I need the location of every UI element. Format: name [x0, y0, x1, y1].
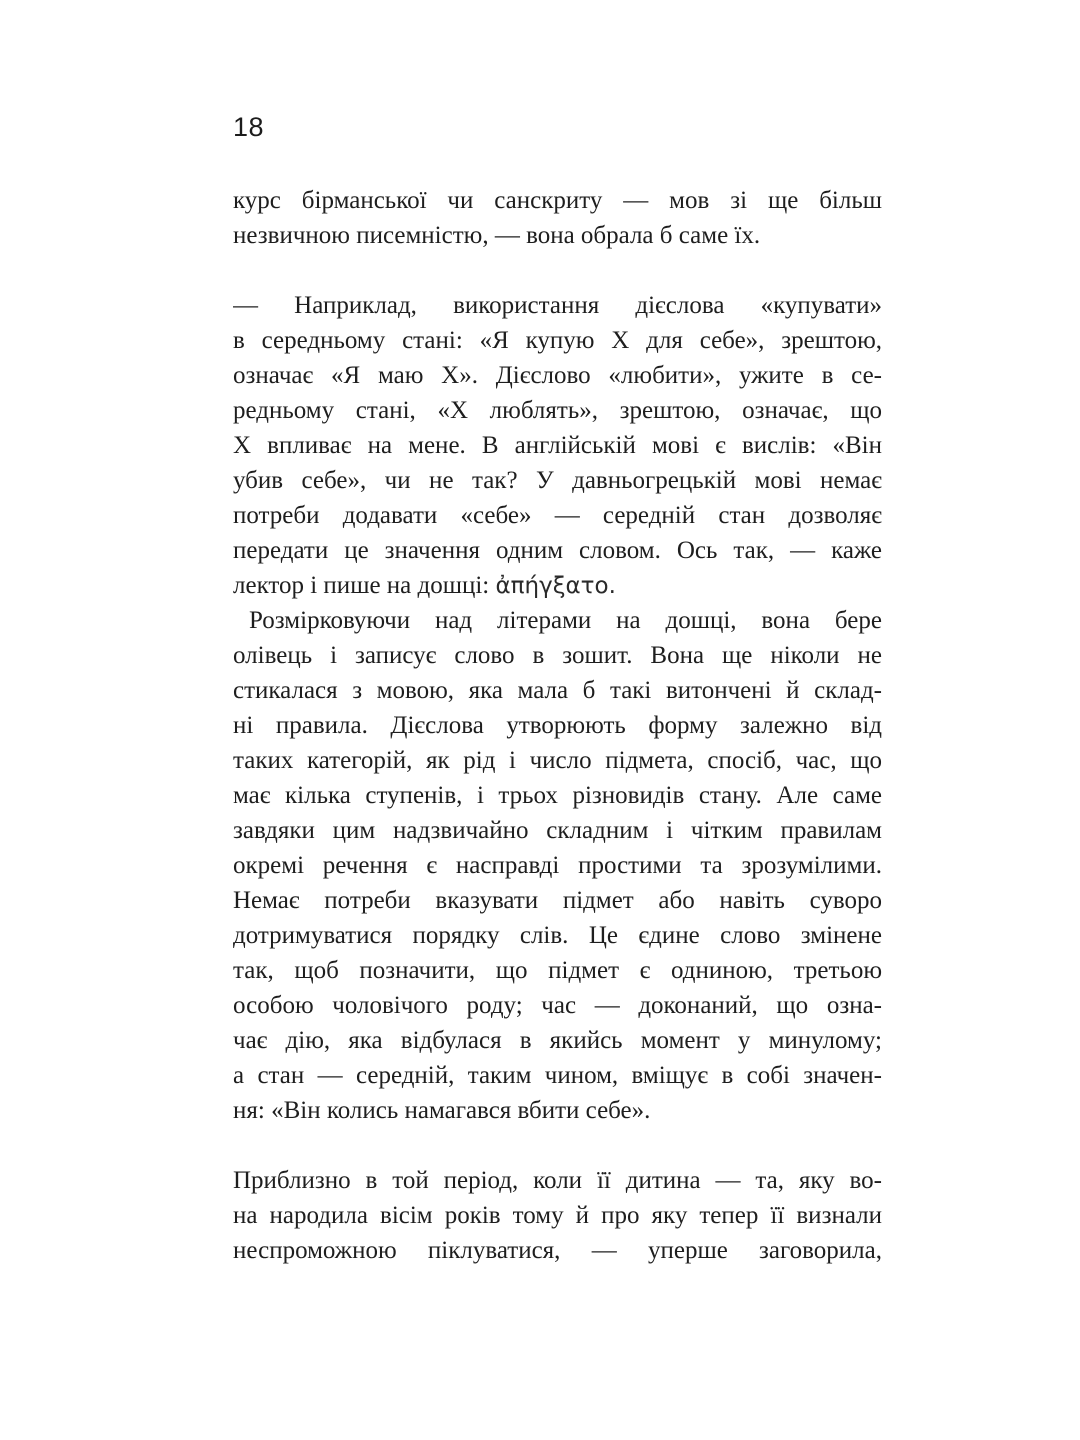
text-line: курс бірманської чи санскриту — мов зі ще більш	[233, 187, 882, 214]
text-line: потреби додавати «себе» — середній стан дозволяє	[233, 502, 882, 529]
text-line: особою чоловічого роду; час — доконаний, що озна-	[233, 992, 882, 1019]
page-number: 18	[233, 112, 265, 142]
text-line: означає «Я маю X». Дієслово «любити», ужите в се-	[233, 362, 882, 389]
text-line: чає дію, яка відбулася в якийсь момент у минулому;	[233, 1027, 882, 1054]
text-line: дотримуватися порядку слів. Це єдине слово змінене	[233, 922, 882, 949]
text-line: а стан — середній, таким чином, вміщує в собі значен-	[233, 1062, 882, 1089]
text-line: убив себе», чи не так? У давньогрецькій мові немає	[233, 467, 882, 494]
text-line: редньому стані, «X люблять», зрештою, означає, що	[233, 397, 882, 424]
paragraph	[233, 288, 882, 603]
paragraph	[233, 183, 882, 253]
text-line: окремі речення є насправді простими та зрозумілими.	[233, 852, 882, 879]
text-line: незвичною писемністю, — вона обрала б саме їх.	[233, 222, 761, 249]
text-line: завдяки цим надзвичайно складним і чітким правилам	[233, 817, 882, 844]
text-line: олівець і записує слово в зошит. Вона ще ніколи не	[233, 642, 882, 669]
text-line: передати це значення одним словом. Ось так, — каже	[233, 537, 882, 564]
text-line: стикалася з мовою, яка мала б такі витончені й склад-	[233, 677, 882, 704]
text-line: Приблизно в той період, коли її дитина — та, яку во-	[233, 1167, 882, 1194]
text-line: — Наприклад, використання дієслова «купувати»	[233, 292, 882, 319]
text-line: має кілька ступенів, і трьох різновидів стану. Але саме	[233, 782, 882, 809]
text-line: на народила вісім років тому й про яку тепер її визнали	[233, 1202, 882, 1229]
text-column	[233, 183, 882, 1268]
text-line: Розмірковуючи над літерами на дошці, вона бере	[249, 607, 882, 634]
text-line: неспроможною піклуватися, — уперше заговорила,	[233, 1237, 882, 1264]
greek-word: ἀπήγξατο.	[495, 573, 616, 599]
text-line: так, щоб позначити, що підмет є одниною, третьою	[233, 957, 882, 984]
text-line: таких категорій, як рід і число підмета, спосіб, час, що	[233, 747, 882, 774]
text-line-prefix: лектор і пише на дошці:	[233, 572, 496, 599]
text-line	[233, 568, 882, 603]
paragraph	[233, 1163, 882, 1268]
text-line: Немає потреби вказувати підмет або навіть суворо	[233, 887, 882, 914]
paragraph	[233, 603, 882, 1128]
text-line: X впливає на мене. В англійській мові є вислів: «Він	[233, 432, 882, 459]
text-line: в середньому стані: «Я купую X для себе», зрештою,	[233, 327, 882, 354]
text-line: ня: «Він колись намагався вбити себе».	[233, 1097, 651, 1124]
text-line: ні правила. Дієслова утворюють форму залежно від	[233, 712, 882, 739]
